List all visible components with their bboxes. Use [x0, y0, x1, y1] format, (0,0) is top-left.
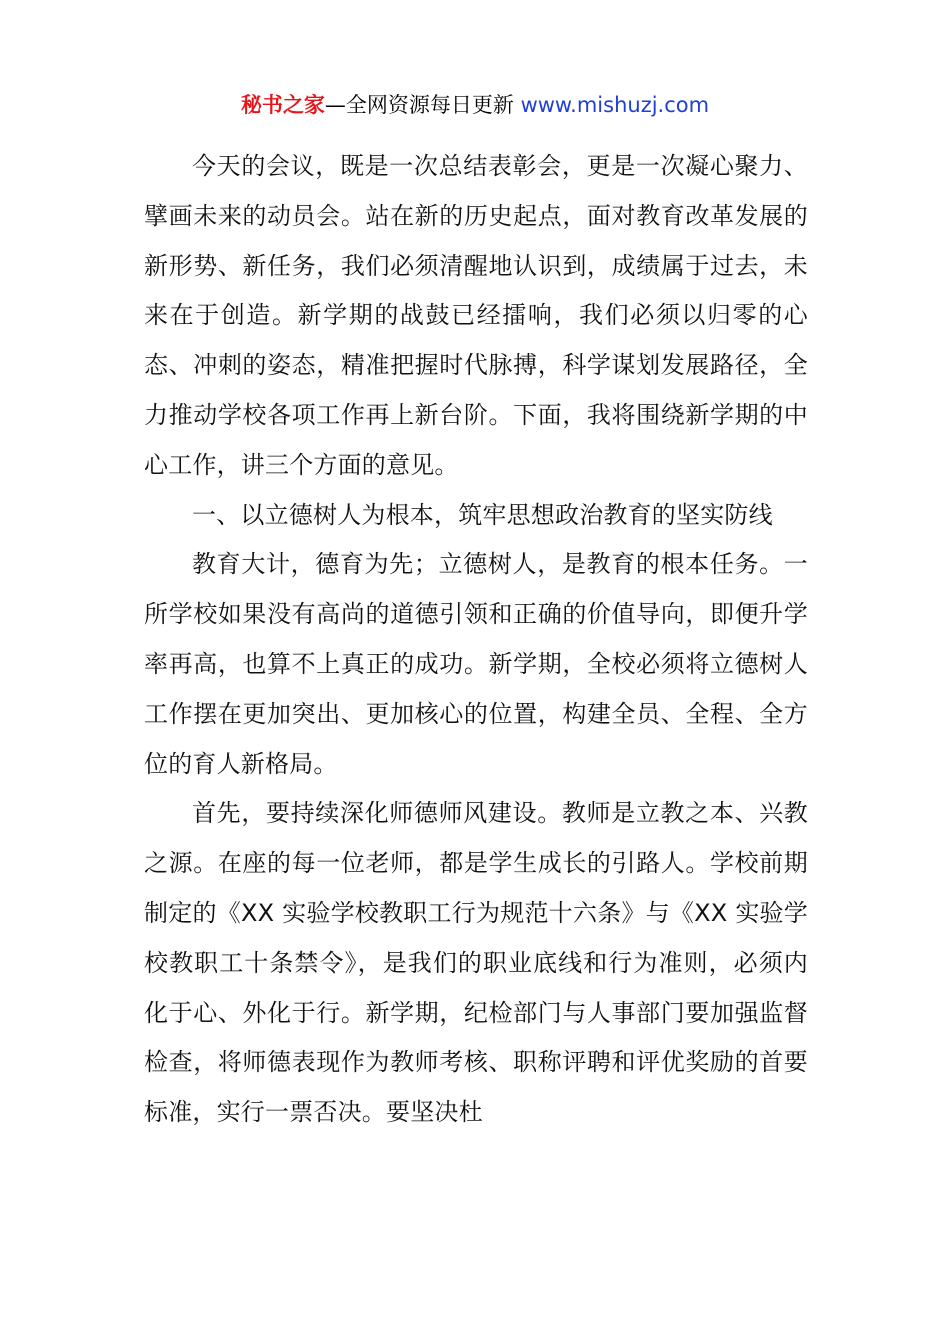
header-tagline: —全网资源每日更新 [324, 93, 521, 117]
page-header [0, 88, 950, 122]
paragraph-moral-education: 教育大计，德育为先；立德树人，是教育的根本任务。一所学校如果没有高尚的道德引领和正确的价值导向，即便升学率再高，也算不上真正的成功。新学期，全校必须将立德树人工作摆在更加突出、更加核心的位置，构建全员、全程、全方位的育人新格局。 [144, 550, 808, 778]
section-heading-1: 一、以立德树人为根本，筑牢思想政治教育的坚实防线 [192, 500, 773, 529]
site-url-link[interactable]: www.mishuzj.com [520, 93, 710, 117]
paragraph-intro: 今天的会议，既是一次总结表彰会，更是一次凝心聚力、擘画未来的动员会。站在新的历史起点，面对教育改革发展的新形势、新任务，我们必须清醒地认识到，成绩属于过去，未来在于创造。新学期的战鼓已经擂响，我们必须以归零的心态、冲刺的姿态，精准把握时代脉搏，科学谋划发展路径，全力推动学校各项工作再上新台阶。下面，我将围绕新学期的中心工作，讲三个方面的意见。 [144, 152, 808, 479]
paragraph-teacher-ethics: 首先，要持续深化师德师风建设。教师是立教之本、兴教之源。在座的每一位老师，都是学生成长的引路人。学校前期制定的《XX 实验学校教职工行为规范十六条》与《XX 实验学校教职工十条禁令》，是我们的职业底线和行为准则，必须内化于心、外化于行。新学期，纪检部门与人事部门要加强监督检查，将师德表现作为教师考核、职称评聘和评优奖励的首要标准，实行一票否决。要坚决杜 [144, 799, 808, 1127]
document-body [144, 142, 808, 1138]
brand-name: 秘书之家 [240, 93, 325, 117]
